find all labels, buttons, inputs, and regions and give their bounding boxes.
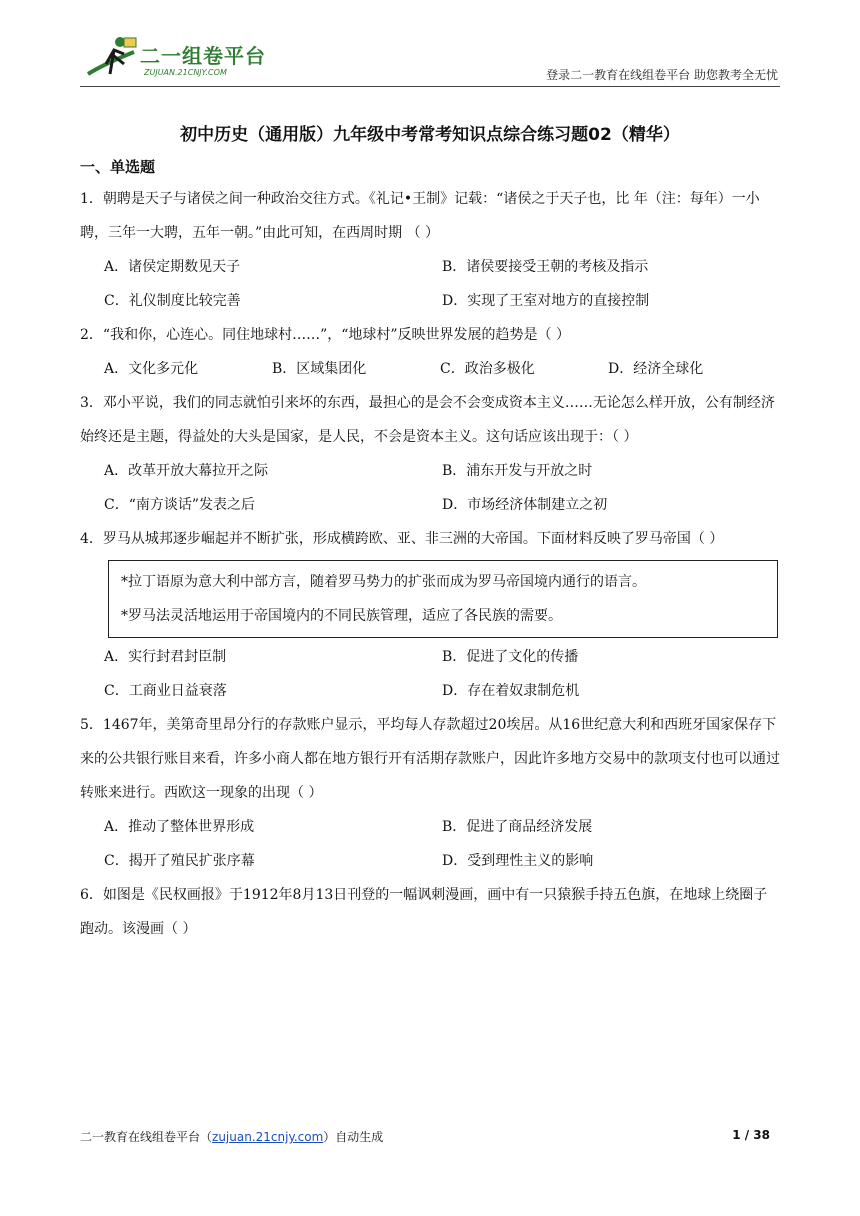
option-d[interactable]: D．实现了王室对地方的直接控制 bbox=[442, 293, 650, 309]
section-heading: 一、单选题 bbox=[80, 158, 156, 176]
option-a[interactable]: A．推动了整体世界形成 bbox=[104, 819, 255, 835]
question-stem: 5．1467年，美第奇里昂分行的存款账户显示，平均每人存款超过20埃居。从16世纪意大利和西班牙国家保存下来的公共银行账目来看，许多小商人都在地方银行开有活期存款账户，因此许多地方交易中的款项支付也可以通过转账来进行。西欧这一现象的出现（ ） bbox=[80, 717, 780, 801]
question-stem: 2．“我和你，心连心。同住地球村……”，“地球村”反映世界发展的趋势是（ ） bbox=[80, 327, 570, 343]
page-number: 1 / 38 bbox=[732, 1128, 770, 1142]
option-a[interactable]: A．改革开放大幕拉开之际 bbox=[104, 463, 269, 479]
page-header bbox=[80, 30, 780, 87]
option-d[interactable]: D．经济全球化 bbox=[608, 361, 704, 377]
question-4 bbox=[80, 522, 780, 708]
question-list bbox=[80, 182, 780, 946]
option-d[interactable]: D．存在着奴隶制危机 bbox=[442, 683, 580, 699]
header-slogan: 登录二一教育在线组卷平台 助您教考全无忧 bbox=[546, 68, 778, 82]
logo-subtext: ZUJUAN.21CNJY.COM bbox=[144, 68, 227, 77]
options bbox=[80, 352, 780, 386]
question-2 bbox=[80, 318, 780, 386]
question-stem: 3．邓小平说，我们的同志就怕引来坏的东西，最担心的是会不会变成资本主义……无论怎么样开放，公有制经济始终还是主题，得益处的大头是国家，是人民，不会是资本主义。这句话应该出现于：（ ） bbox=[80, 395, 775, 445]
question-6 bbox=[80, 878, 780, 946]
question-3 bbox=[80, 386, 780, 522]
option-a[interactable]: A．实行封君封臣制 bbox=[104, 649, 227, 665]
footer-link[interactable]: zujuan.21cnjy.com bbox=[212, 1130, 324, 1144]
options bbox=[80, 250, 780, 318]
question-stem: 1．朝聘是天子与诸侯之间一种政治交往方式。《礼记•王制》记载：“诸侯之于天子也，比 年（注：每年）一小聘，三年一大聘，五年一朝。”由此可知，在西周时期 （ ） bbox=[80, 191, 760, 241]
option-b[interactable]: B．促进了商品经济发展 bbox=[442, 819, 593, 835]
option-c[interactable]: C．工商业日益衰落 bbox=[104, 683, 227, 699]
option-b[interactable]: B．浦东开发与开放之时 bbox=[442, 463, 593, 479]
options bbox=[80, 810, 780, 878]
logo[interactable] bbox=[84, 34, 284, 82]
option-a[interactable]: A．诸侯定期数见天子 bbox=[104, 259, 241, 275]
page-title: 初中历史（通用版）九年级中考常考知识点综合练习题02（精华） bbox=[180, 125, 680, 145]
option-c[interactable]: C．揭开了殖民扩张序幕 bbox=[104, 853, 255, 869]
question-stem: 6．如图是《民权画报》于1912年8月13日刊登的一幅讽刺漫画，画中有一只猿猴手持五色旗，在地球上绕圈子跑动。该漫画（ ） bbox=[80, 887, 768, 937]
question-1 bbox=[80, 182, 780, 318]
option-b[interactable]: B．区域集团化 bbox=[272, 361, 367, 377]
option-c[interactable]: C．政治多极化 bbox=[440, 361, 535, 377]
material-line: *拉丁语原为意大利中部方言，随着罗马势力的扩张而成为罗马帝国境内通行的语言。 bbox=[121, 574, 646, 590]
option-c[interactable]: C．“南方谈话”发表之后 bbox=[104, 497, 256, 513]
options bbox=[80, 454, 780, 522]
options bbox=[80, 640, 780, 708]
page-footer bbox=[80, 1128, 780, 1145]
question-5 bbox=[80, 708, 780, 878]
logo-text: 二一组卷平台 bbox=[140, 44, 266, 68]
material-line: *罗马法灵活地运用于帝国境内的不同民族管理，适应了各民族的需要。 bbox=[121, 608, 562, 624]
footer-suffix: ）自动生成 bbox=[323, 1130, 384, 1144]
option-d[interactable]: D．市场经济体制建立之初 bbox=[442, 497, 608, 513]
option-c[interactable]: C．礼仪制度比较完善 bbox=[104, 293, 241, 309]
option-d[interactable]: D．受到理性主义的影响 bbox=[442, 853, 594, 869]
question-stem: 4．罗马从城邦逐步崛起并不断扩张，形成横跨欧、亚、非三洲的大帝国。下面材料反映了罗马帝国（ ） bbox=[80, 531, 724, 547]
footer-prefix: 二一教育在线组卷平台（ bbox=[80, 1130, 213, 1144]
material-box bbox=[108, 560, 778, 638]
option-a[interactable]: A．文化多元化 bbox=[104, 361, 199, 377]
running-man-icon bbox=[84, 34, 140, 82]
option-b[interactable]: B．促进了文化的传播 bbox=[442, 649, 579, 665]
option-b[interactable]: B．诸侯要接受王朝的考核及指示 bbox=[442, 259, 649, 275]
